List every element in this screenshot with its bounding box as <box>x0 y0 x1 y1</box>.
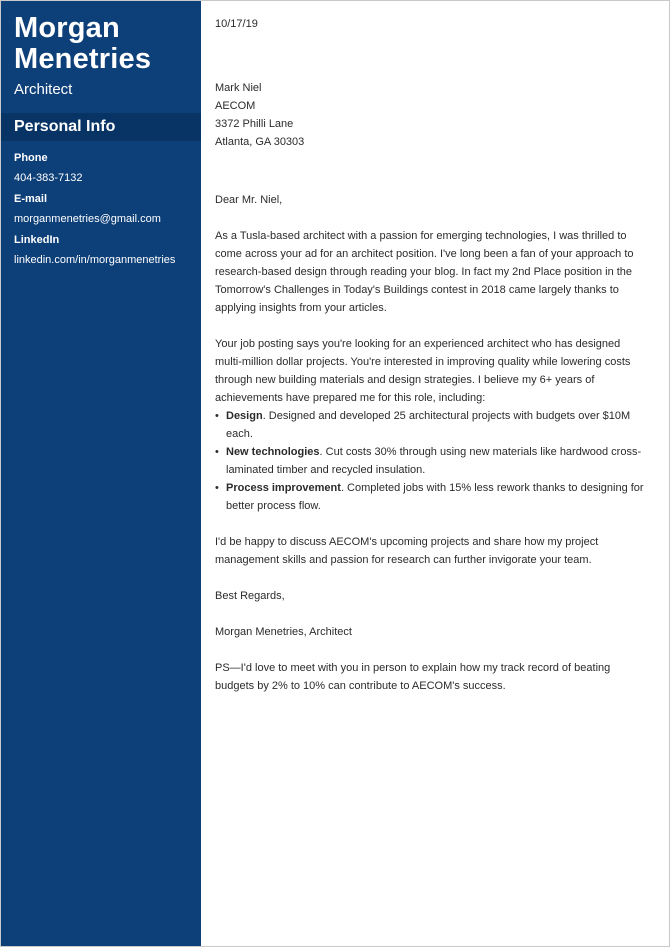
recipient-name: Mark Niel <box>215 82 262 94</box>
list-item <box>226 407 647 443</box>
recipient-address <box>215 79 647 151</box>
bullet-text: . Cut costs 30% through using new materials like hardwood cross-laminated timber and recycled insulation. <box>226 446 642 476</box>
phone-value: 404-383-7132 <box>14 172 83 184</box>
first-name: Morgan <box>14 12 120 44</box>
personal-info-heading: Personal Info <box>1 113 201 141</box>
letter-body <box>215 15 647 695</box>
paragraph-closing: I'd be happy to discuss AECOM's upcoming projects and share how my project management skills and passion for research can further invigorate your team. <box>215 536 599 566</box>
list-item <box>226 479 647 515</box>
bullet-text: . Designed and developed 25 architectural projects with budgets over $10M each. <box>226 410 631 440</box>
greeting: Dear Mr. Niel, <box>215 194 283 206</box>
sign-off: Best Regards, <box>215 590 285 602</box>
email-label: E-mail <box>14 193 48 205</box>
bullet-title: New technologies <box>226 446 320 458</box>
applicant-name <box>1 1 201 75</box>
sidebar <box>1 1 201 946</box>
paragraph-intro: As a Tusla-based architect with a passion for emerging technologies, I was thrilled to come across your ad for an architect position. I've long been a fan of your approach to research-based design through reading your blog. In fact my 2nd Place position in the Tomorrow's Challenges in Today's Buildings contest in 2018 came largely thanks to applying insights from your articles. <box>215 230 634 314</box>
recipient-city: Atlanta, GA 30303 <box>215 136 305 148</box>
recipient-street: 3372 Philli Lane <box>215 118 294 130</box>
contact-list <box>1 141 201 267</box>
signature: Morgan Menetries, Architect <box>215 626 352 638</box>
linkedin-label: LinkedIn <box>14 234 60 246</box>
bullet-title: Design <box>226 410 263 422</box>
bullet-text: . Completed jobs with 15% less rework thanks to designing for better process flow. <box>226 482 644 512</box>
email-value: morganmenetries@gmail.com <box>14 213 161 225</box>
phone-label: Phone <box>14 152 48 164</box>
job-title: Architect <box>14 81 73 98</box>
recipient-company: AECOM <box>215 100 256 112</box>
postscript: PS—I'd love to meet with you in person to explain how my track record of beating budgets by 2% to 10% can contribute to AECOM's success. <box>215 662 611 692</box>
list-item <box>226 443 647 479</box>
achievement-list <box>215 407 647 515</box>
linkedin-value: linkedin.com/in/morganmenetries <box>14 254 176 266</box>
letter-date: 10/17/19 <box>215 18 258 30</box>
last-name: Menetries <box>14 43 152 75</box>
paragraph-qualifications: Your job posting says you're looking for an experienced architect who has designed multi-million dollar projects. You're interested in improving quality while lowering costs through new building materials and design strategies. I believe my 6+ years of achievements have prepared me for this role, including: <box>215 338 631 404</box>
bullet-title: Process improvement <box>226 482 341 494</box>
